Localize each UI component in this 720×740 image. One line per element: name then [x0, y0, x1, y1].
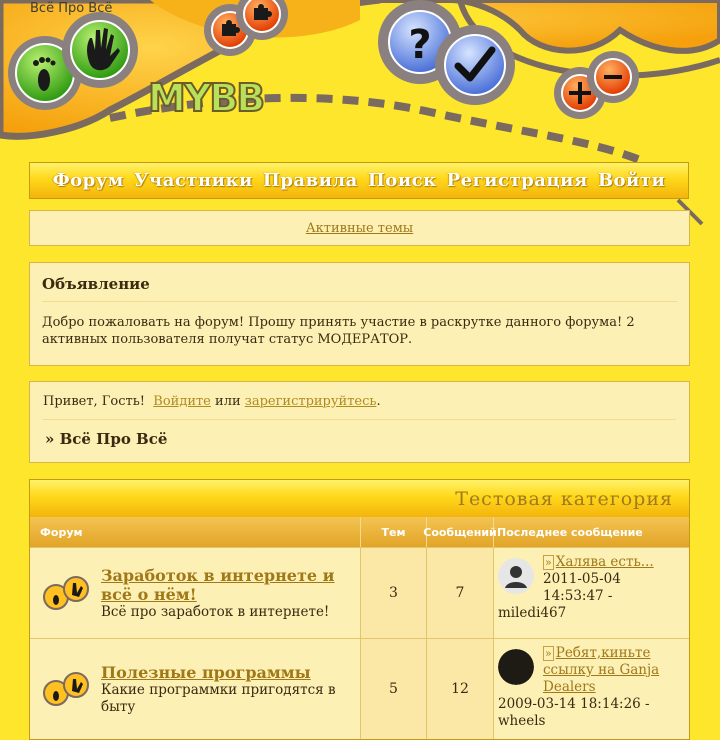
- nav-rules[interactable]: Правила: [262, 170, 358, 191]
- last-post-date: 2009-03-14 18:14:26 -: [498, 696, 650, 712]
- forum-row: [30, 638, 689, 739]
- greeting-box: [29, 381, 690, 463]
- forum-status-icon: [42, 573, 92, 613]
- forum-description: Какие программки пригодятся в быту: [101, 681, 336, 715]
- nav-search[interactable]: Поиск: [367, 170, 437, 191]
- greeting-line: [43, 394, 676, 409]
- column-posts: Сообщений: [427, 517, 494, 547]
- forum-category: [29, 479, 690, 740]
- category-title[interactable]: Тестовая категория: [30, 480, 689, 517]
- breadcrumb[interactable]: » Всё Про Всё: [45, 430, 168, 448]
- mybb-logo: MYBB: [148, 76, 264, 120]
- double-arrow-icon[interactable]: »: [545, 647, 552, 660]
- last-post-author[interactable]: miledi467: [498, 605, 567, 621]
- active-topics-box: [29, 210, 690, 246]
- forum-title-link[interactable]: Полезные программы: [101, 662, 311, 682]
- last-post-author[interactable]: wheels: [498, 713, 546, 729]
- nav-members[interactable]: Участники: [133, 170, 253, 191]
- divider: [42, 301, 677, 302]
- last-post-link[interactable]: Халява есть...: [555, 554, 654, 570]
- column-topics: Тем: [361, 517, 427, 547]
- last-post-date: 2011-05-04 14:53:47 -: [543, 571, 621, 604]
- avatar-placeholder-icon: [498, 558, 534, 594]
- avatar: [498, 649, 534, 685]
- or-text: или: [215, 394, 241, 409]
- greeting-suffix: .: [376, 394, 381, 409]
- double-arrow-icon[interactable]: »: [545, 556, 552, 569]
- nav-forum[interactable]: Форум: [52, 170, 124, 191]
- post-count: 7: [427, 548, 494, 638]
- login-link[interactable]: Войдите: [153, 394, 211, 409]
- divider: [43, 419, 676, 420]
- site-title[interactable]: Всё Про Всё: [30, 1, 113, 16]
- forum-title-link[interactable]: Заработок в интернете и всё о нём!: [101, 565, 335, 604]
- last-post-cell: [494, 639, 689, 739]
- nav-register[interactable]: Регистрация: [446, 170, 588, 191]
- header-art: [0, 0, 720, 165]
- forum-status-icon: [42, 669, 92, 709]
- announcement-text: Добро пожаловать на форум! Прошу принять участие в раскрутке данного форума! 2 активных пользователя получат статус МОДЕРАТОР.: [42, 315, 635, 347]
- nav-login[interactable]: Войти: [597, 170, 666, 191]
- announcement-box: [29, 262, 690, 366]
- post-count: 12: [427, 639, 494, 739]
- greeting-text: Привет, Гость!: [43, 394, 146, 409]
- last-post-link[interactable]: Ребят,киньте ссылку на Ganja Dealers: [543, 645, 660, 695]
- column-last-post: Последнее сообщение: [497, 525, 643, 539]
- topic-count: 3: [361, 548, 427, 638]
- forum-description: Всё про заработок в интернете!: [101, 603, 330, 620]
- active-topics-link[interactable]: Активные темы: [305, 220, 414, 236]
- column-header-row: [30, 517, 689, 547]
- announcement-heading: Объявление: [42, 275, 150, 293]
- question-icon: ?: [408, 22, 432, 68]
- column-forum: Форум: [30, 517, 361, 547]
- last-post-cell: [494, 548, 689, 638]
- register-link[interactable]: зарегистрируйтесь: [244, 394, 377, 409]
- forum-row: [30, 547, 689, 638]
- site-header: [0, 0, 720, 165]
- main-navigation: [29, 162, 689, 199]
- topic-count: 5: [361, 639, 427, 739]
